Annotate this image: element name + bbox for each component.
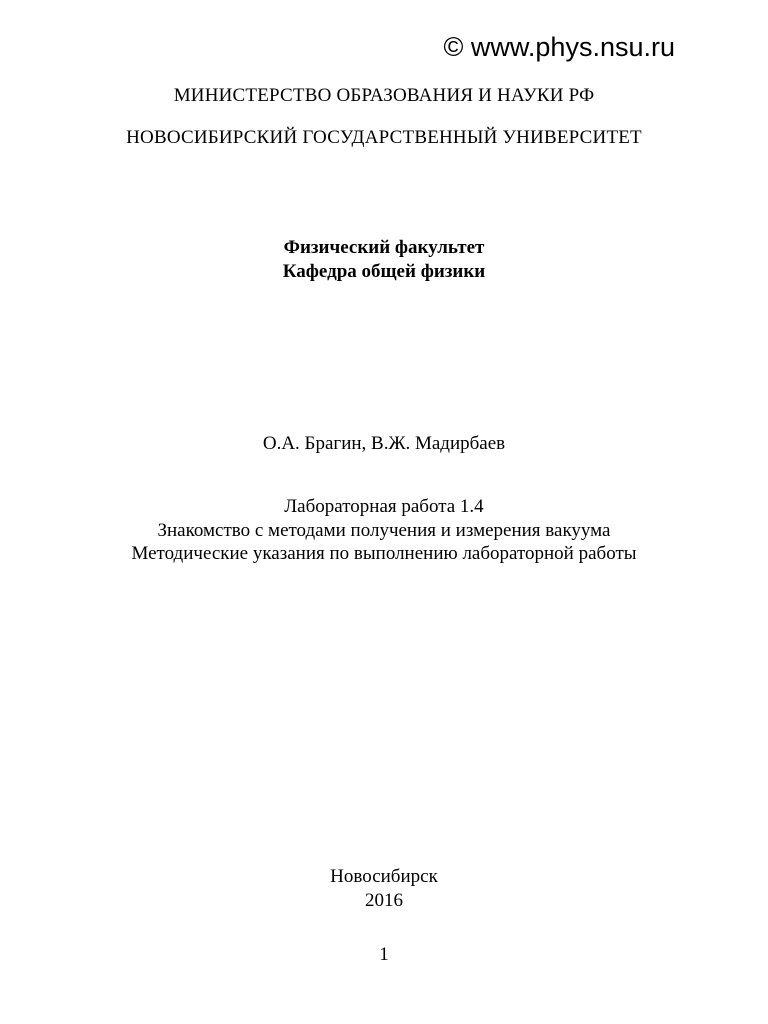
lab-work-number: Лабораторная работа 1.4 [284, 496, 484, 517]
lab-work-title: Знакомство с методами получения и измерения вакуума [157, 520, 611, 541]
university-heading: НОВОСИБИРСКИЙ ГОСУДАРСТВЕННЫЙ УНИВЕРСИТЕТ [126, 127, 642, 148]
lab-work-subtitle: Методические указания по выполнению лабораторной работы [131, 543, 637, 564]
ministry-heading: МИНИСТЕРСТВО ОБРАЗОВАНИЯ И НАУКИ РФ [173, 85, 595, 106]
publication-city: Новосибирск [330, 866, 438, 887]
faculty-name: Физический факультет [283, 237, 485, 258]
copyright-watermark: © www.phys.nsu.ru [443, 32, 675, 62]
authors: О.А. Брагин, В.Ж. Мадирбаев [262, 433, 506, 454]
page-number: 1 [379, 944, 389, 965]
publication-year: 2016 [365, 890, 403, 911]
chair-name: Кафедра общей физики [282, 261, 486, 282]
